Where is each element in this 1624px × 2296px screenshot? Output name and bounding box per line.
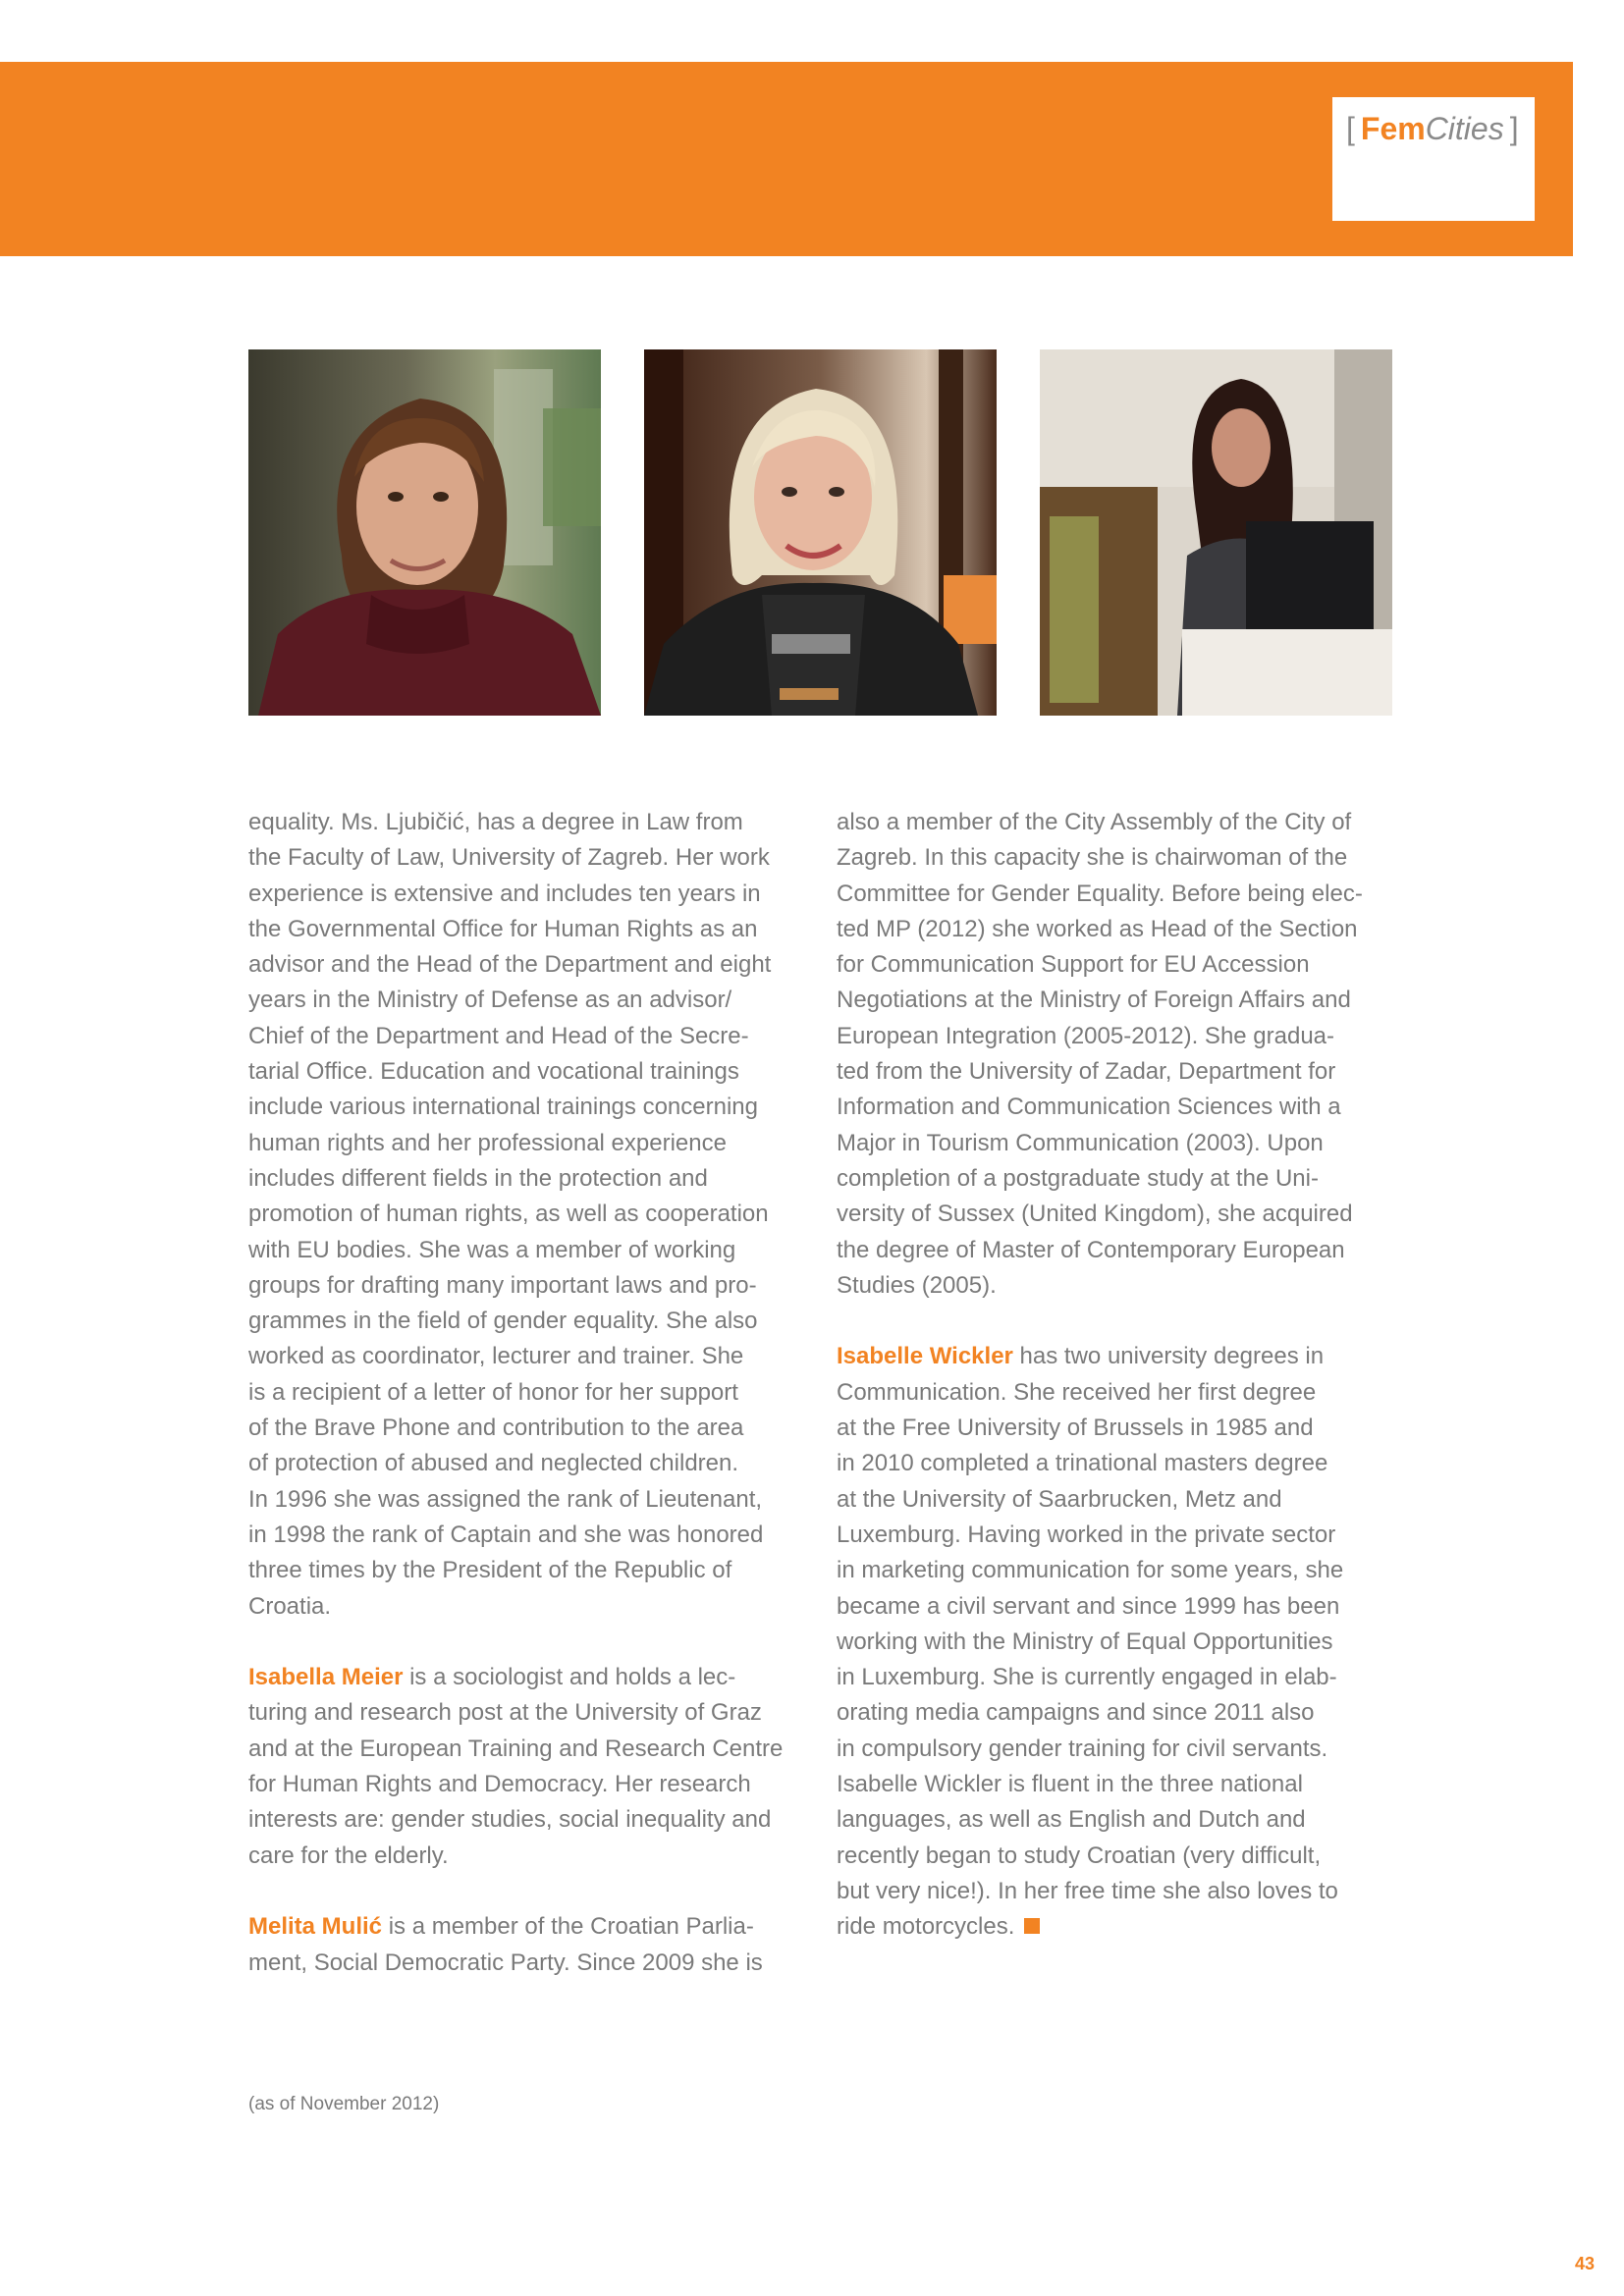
- text-line: Chief of the Department and Head of the Secre-: [248, 1022, 749, 1049]
- text-line: grammes in the field of gender equality. She also: [248, 1308, 758, 1335]
- text-line: [248, 1660, 813, 1695]
- text-line: ment, Social Democratic Party. Since 2009 she is: [248, 1949, 763, 1976]
- bio-ljubicic-continued: [248, 805, 813, 1625]
- text-line: for Human Rights and Democracy. Her research: [248, 1771, 751, 1798]
- text-line: the degree of Master of Contemporary European: [837, 1236, 1345, 1263]
- end-of-article-square-icon: [1024, 1918, 1040, 1934]
- text-line: recently began to study Croatian (very difficult,: [837, 1842, 1322, 1869]
- text-line: human rights and her professional experience: [248, 1129, 727, 1156]
- text-line: in 1998 the rank of Captain and she was honored: [248, 1521, 764, 1548]
- text-fragment: ride motorcycles.: [837, 1913, 1015, 1941]
- text-line: Major in Tourism Communication (2003). Upon: [837, 1129, 1324, 1156]
- logo-text: [1346, 111, 1519, 147]
- text-line: in 2010 completed a trinational masters degree: [837, 1450, 1328, 1477]
- paragraph-gap: [248, 1874, 813, 1909]
- text-line: years in the Ministry of Defense as an advisor/: [248, 987, 732, 1014]
- text-line: but very nice!). In her free time she also loves to: [837, 1877, 1338, 1904]
- text-line: Luxemburg. Having worked in the private sector: [837, 1521, 1336, 1548]
- text-line: Zagreb. In this capacity she is chairwoman of the: [837, 844, 1348, 872]
- text-line: orating media campaigns and since 2011 also: [837, 1699, 1315, 1727]
- text-line: at the University of Saarbrucken, Metz and: [837, 1485, 1282, 1513]
- text-line: ted from the University of Zadar, Department for: [837, 1058, 1336, 1086]
- text-line: Communication. She received her first degree: [837, 1378, 1317, 1406]
- text-line: groups for drafting many important laws and pro-: [248, 1271, 757, 1299]
- text-fragment: has two university degrees in: [1012, 1343, 1325, 1370]
- text-line: completion of a postgraduate study at the Uni-: [837, 1164, 1319, 1192]
- text-line: [837, 1339, 1401, 1374]
- text-line: In 1996 she was assigned the rank of Lieutenant,: [248, 1485, 763, 1513]
- bio-melita-mulic-continued: [837, 805, 1401, 1304]
- text-line: experience is extensive and includes ten years in: [248, 880, 761, 907]
- person-name-isabella-meier: Isabella Meier: [248, 1664, 404, 1691]
- text-line: advisor and the Head of the Department and eight: [248, 951, 772, 979]
- text-line: in Luxemburg. She is currently engaged in elab-: [837, 1664, 1337, 1691]
- text-line: Negotiations at the Ministry of Foreign Affairs and: [837, 987, 1351, 1014]
- logo-bracket-close: ]: [1509, 111, 1519, 146]
- text-line: care for the elderly.: [248, 1842, 449, 1869]
- bio-isabelle-wickler: [837, 1339, 1401, 1945]
- logo-fem: Fem: [1360, 111, 1426, 146]
- text-line: became a civil servant and since 1999 has been: [837, 1592, 1340, 1620]
- logo-cities: Cities: [1425, 111, 1504, 146]
- text-fragment: is a member of the Croatian Parlia-: [382, 1913, 754, 1941]
- text-line: include various international trainings concerning: [248, 1094, 758, 1121]
- text-line: in compulsory gender training for civil servants.: [837, 1735, 1328, 1762]
- text-line: European Integration (2005-2012). She gradua-: [837, 1022, 1335, 1049]
- text-line: turing and research post at the University of Graz: [248, 1699, 762, 1727]
- text-line: in marketing communication for some years, she: [837, 1557, 1344, 1584]
- page-number: 43: [1575, 2254, 1596, 2273]
- text-line: promotion of human rights, as well as cooperation: [248, 1201, 769, 1228]
- text-line: at the Free University of Brussels in 1985 and: [837, 1415, 1314, 1442]
- text-line: also a member of the City Assembly of the City of: [837, 809, 1352, 835]
- text-line: equality. Ms. Ljubičić, has a degree in Law from: [248, 809, 743, 835]
- text-line: of the Brave Phone and contribution to the area: [248, 1415, 744, 1442]
- person-name-melita-mulic: Melita Mulić: [248, 1913, 383, 1941]
- text-line: ted MP (2012) she worked as Head of the Section: [837, 915, 1358, 942]
- text-line: and at the European Training and Research Centre: [248, 1735, 784, 1762]
- bio-melita-mulic: [248, 1909, 813, 1981]
- text-line: of protection of abused and neglected children.: [248, 1450, 739, 1477]
- text-line: [837, 1909, 1401, 1945]
- text-line: working with the Ministry of Equal Opportunities: [837, 1628, 1333, 1655]
- text-line: [248, 1909, 813, 1945]
- text-line: the Governmental Office for Human Rights as an: [248, 915, 758, 942]
- text-line: worked as coordinator, lecturer and trainer. She: [248, 1343, 744, 1370]
- text-line: includes different fields in the protection and: [248, 1164, 708, 1192]
- text-line: interests are: gender studies, social inequality and: [248, 1806, 772, 1834]
- text-line: the Faculty of Law, University of Zagreb. Her work: [248, 844, 770, 872]
- text-column-left: [248, 805, 813, 1981]
- paragraph-gap: [837, 1304, 1401, 1339]
- text-line: with EU bodies. She was a member of working: [248, 1236, 736, 1263]
- text-line: for Communication Support for EU Accession: [837, 951, 1310, 979]
- text-line: Information and Communication Sciences with a: [837, 1094, 1341, 1121]
- logo-bracket-open: [: [1346, 111, 1355, 146]
- text-line: Studies (2005).: [837, 1271, 997, 1299]
- footnote: (as of November 2012): [248, 2094, 440, 2114]
- text-line: languages, as well as English and Dutch and: [837, 1806, 1306, 1834]
- text-column-right: [837, 805, 1401, 1946]
- text-fragment: is a sociologist and holds a lec-: [403, 1664, 736, 1691]
- text-line: tarial Office. Education and vocational trainings: [248, 1058, 739, 1086]
- text-line: Committee for Gender Equality. Before being elec-: [837, 880, 1363, 907]
- photo-portrait-2: [644, 349, 997, 716]
- photo-portrait-3: [1040, 349, 1392, 716]
- text-line: versity of Sussex (United Kingdom), she acquired: [837, 1201, 1353, 1228]
- paragraph-gap: [248, 1625, 813, 1660]
- photo-portrait-1: [248, 349, 601, 716]
- text-line: is a recipient of a letter of honor for her support: [248, 1378, 738, 1406]
- bio-isabella-meier: [248, 1660, 813, 1874]
- person-name-isabelle-wickler: Isabelle Wickler: [837, 1343, 1013, 1370]
- femcities-logo: [1332, 97, 1535, 221]
- text-line: Croatia.: [248, 1592, 332, 1620]
- text-line: three times by the President of the Republic of: [248, 1557, 732, 1584]
- text-line: Isabelle Wickler is fluent in the three national: [837, 1771, 1303, 1798]
